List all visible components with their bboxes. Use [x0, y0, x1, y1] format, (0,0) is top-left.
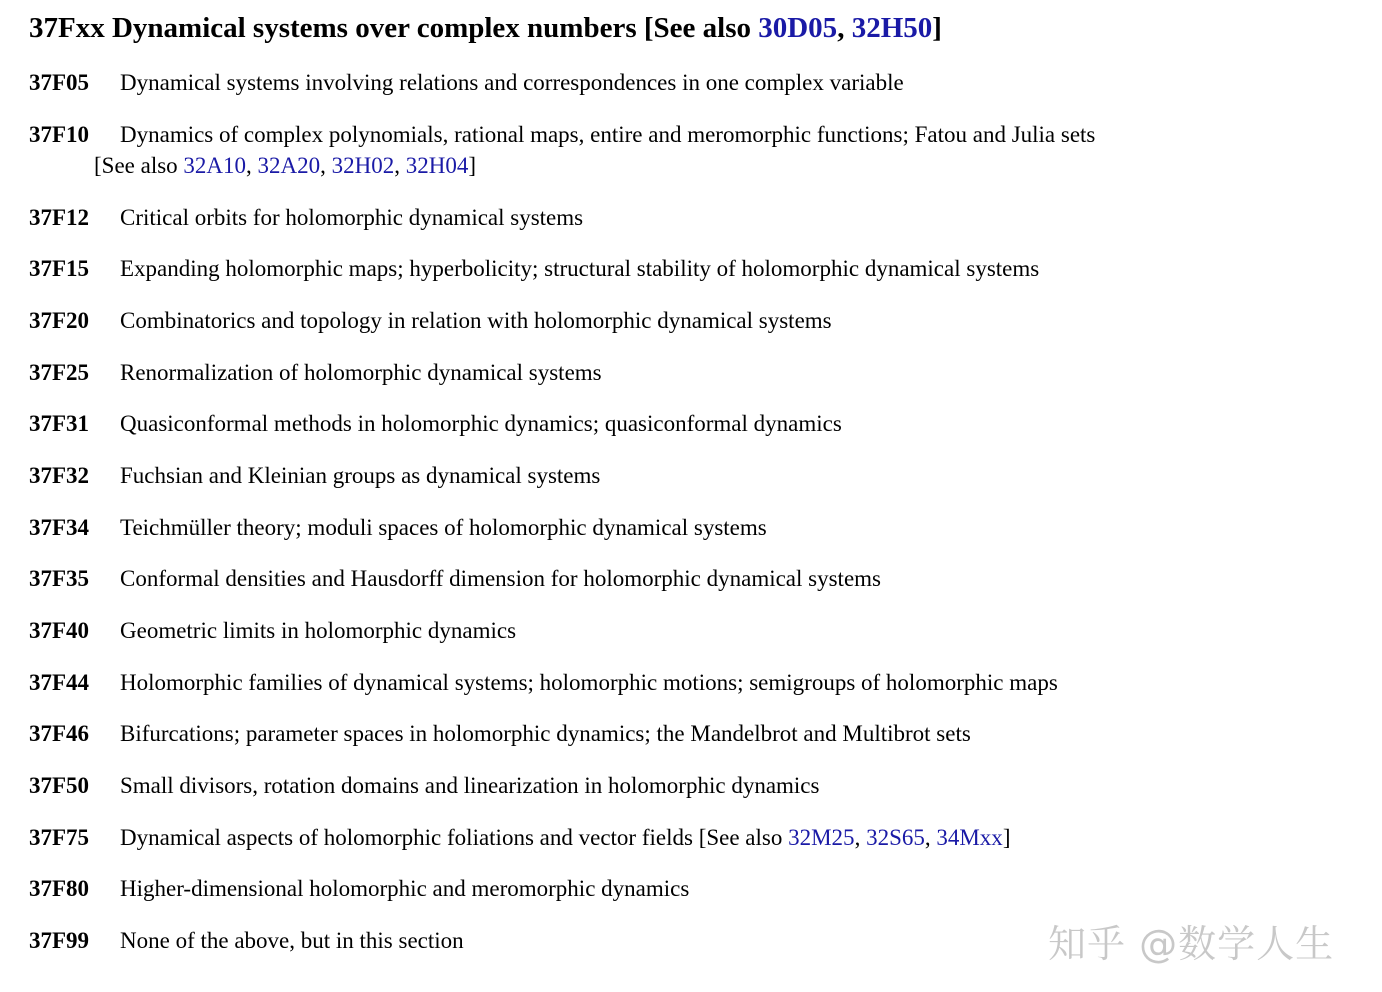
see-also-close: ] — [1002, 825, 1011, 850]
entry-description: Renormalization of holomorphic dynamical systems — [120, 360, 602, 385]
entry-description: Holomorphic families of dynamical systems; holomorphic motions; semigroups of holomorphic maps — [120, 670, 1058, 695]
entry-code: 37F05 — [29, 70, 90, 95]
entry-37F15 — [29, 253, 1039, 284]
entry-code: 37F35 — [29, 566, 90, 591]
ref-link-32M25[interactable]: 32M25 — [788, 825, 855, 850]
entry-description: Critical orbits for holomorphic dynamical systems — [120, 205, 584, 230]
entry-37F10-see-also — [94, 150, 476, 181]
entry-code: 37F12 — [29, 205, 90, 230]
entry-description: Bifurcations; parameter spaces in holomorphic dynamics; the Mandelbrot and Multibrot sets — [120, 721, 971, 746]
entry-description: Expanding holomorphic maps; hyperbolicity; structural stability of holomorphic dynamical systems — [120, 256, 1040, 281]
entry-code: 37F44 — [29, 670, 90, 695]
entry-description: None of the above, but in this section — [120, 928, 464, 953]
entry-code: 37F34 — [29, 515, 90, 540]
entry-37F34 — [29, 512, 767, 543]
entry-37F05 — [29, 67, 904, 98]
see-also-close: ] — [468, 153, 477, 178]
ref-separator: , — [320, 153, 332, 178]
see-also-open: [See also — [94, 153, 184, 178]
entry-37F10 — [29, 119, 1095, 150]
entry-code: 37F15 — [29, 256, 90, 281]
entry-description: Combinatorics and topology in relation with holomorphic dynamical systems — [120, 308, 832, 333]
entry-description: Dynamics of complex polynomials, rational maps, entire and meromorphic functions; Fatou and Julia sets — [120, 122, 1096, 147]
entry-description: Quasiconformal methods in holomorphic dynamics; quasiconformal dynamics — [120, 411, 842, 436]
entry-code: 37F75 — [29, 825, 90, 850]
entry-37F75 — [29, 822, 1010, 853]
entry-description: Teichmüller theory; moduli spaces of holomorphic dynamical systems — [120, 515, 767, 540]
ref-link-32A10[interactable]: 32A10 — [183, 153, 247, 178]
entry-37F40 — [29, 615, 516, 646]
ref-separator: , — [924, 825, 937, 850]
entry-description: Dynamical systems involving relations and correspondences in one complex variable — [120, 70, 904, 95]
entry-code: 37F46 — [29, 721, 90, 746]
entry-description: Conformal densities and Hausdorff dimension for holomorphic dynamical systems — [120, 566, 881, 591]
ref-separator: , — [837, 12, 852, 44]
see-also-open: [See also — [698, 825, 789, 850]
entry-37F31 — [29, 408, 842, 439]
entry-37F46 — [29, 718, 971, 749]
ref-link-32S65[interactable]: 32S65 — [866, 825, 925, 850]
entry-37F12 — [29, 202, 583, 233]
section-title: 37Fxx Dynamical systems over complex numbers — [29, 12, 637, 44]
entry-description: Higher-dimensional holomorphic and meromorphic dynamics — [120, 876, 690, 901]
entry-code: 37F10 — [29, 122, 90, 147]
ref-separator: , — [394, 153, 406, 178]
section-heading — [29, 12, 942, 45]
entry-code: 37F50 — [29, 773, 90, 798]
entry-code: 37F32 — [29, 463, 90, 488]
entry-37F99 — [29, 925, 464, 956]
entry-37F35 — [29, 563, 881, 594]
ref-link-30D05[interactable]: 30D05 — [758, 12, 838, 44]
entry-code: 37F25 — [29, 360, 90, 385]
entry-description: Geometric limits in holomorphic dynamics — [120, 618, 517, 643]
ref-link-34Mxx[interactable]: 34Mxx — [936, 825, 1003, 850]
entry-37F80 — [29, 873, 689, 904]
entry-code: 37F80 — [29, 876, 90, 901]
entry-code: 37F40 — [29, 618, 90, 643]
ref-link-32A20[interactable]: 32A20 — [257, 153, 321, 178]
ref-link-32H02[interactable]: 32H02 — [331, 153, 395, 178]
entry-37F32 — [29, 460, 600, 491]
entry-code: 37F31 — [29, 411, 90, 436]
entry-code: 37F20 — [29, 308, 90, 333]
ref-separator: , — [854, 825, 867, 850]
entry-description: Dynamical aspects of holomorphic foliations and vector fields — [120, 825, 693, 850]
entry-description: Fuchsian and Kleinian groups as dynamical systems — [120, 463, 601, 488]
see-also-open: [See also — [643, 12, 759, 44]
entry-37F50 — [29, 770, 819, 801]
entry-description: Small divisors, rotation domains and linearization in holomorphic dynamics — [120, 773, 820, 798]
see-also-close: ] — [932, 12, 942, 44]
ref-separator: , — [246, 153, 258, 178]
entry-37F44 — [29, 667, 1058, 698]
entry-37F25 — [29, 357, 602, 388]
entry-code: 37F99 — [29, 928, 90, 953]
watermark: 知乎 @数学人生 — [1048, 922, 1335, 966]
ref-link-32H04[interactable]: 32H04 — [405, 153, 469, 178]
ref-link-32H50[interactable]: 32H50 — [851, 12, 933, 44]
entry-37F20 — [29, 305, 832, 336]
